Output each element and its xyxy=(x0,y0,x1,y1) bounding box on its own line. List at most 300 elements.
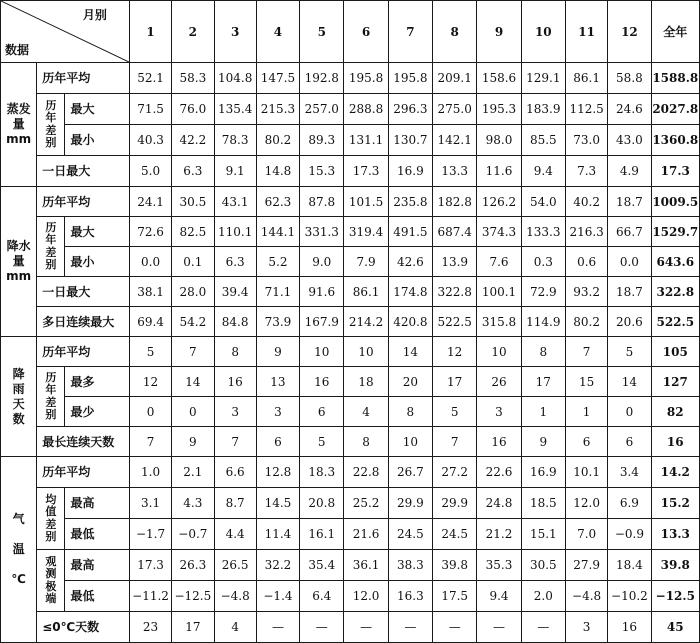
value-cell: 129.1 xyxy=(521,63,565,94)
value-cell: 5 xyxy=(608,337,651,367)
value-cell: 27.9 xyxy=(565,550,607,581)
value-cell: 16 xyxy=(214,367,256,397)
value-cell: 8.7 xyxy=(214,488,256,519)
value-cell: 6 xyxy=(256,427,299,457)
table-row xyxy=(1,125,700,156)
value-cell: 6.3 xyxy=(214,247,256,277)
value-cell: 16 xyxy=(608,612,651,643)
value-cell: — xyxy=(521,612,565,643)
value-cell: 18 xyxy=(344,367,388,397)
row-label: 一日最大 xyxy=(37,277,130,307)
value-cell: 93.2 xyxy=(565,277,607,307)
value-cell: 195.8 xyxy=(344,63,388,94)
value-cell: 13.9 xyxy=(433,247,477,277)
row-label: ≤0℃天数 xyxy=(37,612,130,643)
annual-value-cell: 1009.5 xyxy=(651,187,699,217)
value-cell: 12.8 xyxy=(256,457,299,488)
value-cell: 7 xyxy=(214,427,256,457)
value-cell: 29.9 xyxy=(433,488,477,519)
value-cell: 4.4 xyxy=(214,519,256,550)
annual-value-cell: 15.2 xyxy=(651,488,699,519)
value-cell: −11.2 xyxy=(129,581,171,612)
value-cell: 26.5 xyxy=(214,550,256,581)
annual-value-cell: 522.5 xyxy=(651,307,699,337)
value-cell: 6.6 xyxy=(214,457,256,488)
value-cell: 16.3 xyxy=(388,581,432,612)
row-label: 历年平均 xyxy=(37,187,130,217)
subgroup-label: 均 值 差 别 xyxy=(37,488,65,550)
value-cell: 9 xyxy=(172,427,214,457)
value-cell: 110.1 xyxy=(214,217,256,247)
value-cell: 315.8 xyxy=(477,307,521,337)
data-axis-label: 数据 xyxy=(5,43,30,57)
value-cell: 18.3 xyxy=(300,457,344,488)
value-cell: 21.2 xyxy=(477,519,521,550)
value-cell: 66.7 xyxy=(608,217,651,247)
annual-value-cell: 127 xyxy=(651,367,699,397)
category-cell: 降 雨 天 数 xyxy=(1,337,37,457)
value-cell: 17 xyxy=(521,367,565,397)
value-cell: 85.5 xyxy=(521,125,565,156)
value-cell: 23 xyxy=(129,612,171,643)
row-label: 最高 xyxy=(65,488,129,519)
value-cell: 215.3 xyxy=(256,94,299,125)
value-cell: 275.0 xyxy=(433,94,477,125)
value-cell: 7.6 xyxy=(477,247,521,277)
value-cell: 100.1 xyxy=(477,277,521,307)
value-cell: 2.0 xyxy=(521,581,565,612)
value-cell: 18.7 xyxy=(608,187,651,217)
value-cell: 10 xyxy=(388,427,432,457)
value-cell: 8 xyxy=(388,397,432,427)
table-row xyxy=(1,457,700,488)
value-cell: 17.3 xyxy=(129,550,171,581)
month-header: 1 xyxy=(129,1,171,63)
value-cell: 235.8 xyxy=(388,187,432,217)
value-cell: 13 xyxy=(256,367,299,397)
value-cell: 28.0 xyxy=(172,277,214,307)
month-header: 7 xyxy=(388,1,432,63)
value-cell: 15.1 xyxy=(521,519,565,550)
value-cell: 21.6 xyxy=(344,519,388,550)
value-cell: 182.8 xyxy=(433,187,477,217)
value-cell: 54.0 xyxy=(521,187,565,217)
value-cell: 18.5 xyxy=(521,488,565,519)
row-label: 最多 xyxy=(65,367,129,397)
value-cell: 71.1 xyxy=(256,277,299,307)
value-cell: — xyxy=(344,612,388,643)
value-cell: 4 xyxy=(344,397,388,427)
row-label: 一日最大 xyxy=(37,156,130,187)
subgroup-label: 历 年 差 别 xyxy=(37,94,65,156)
annual-value-cell: 1360.8 xyxy=(651,125,699,156)
value-cell: 12 xyxy=(129,367,171,397)
value-cell: 6 xyxy=(608,427,651,457)
value-cell: 18.7 xyxy=(608,277,651,307)
value-cell: 9.4 xyxy=(521,156,565,187)
value-cell: 22.6 xyxy=(477,457,521,488)
value-cell: 9 xyxy=(256,337,299,367)
table-row xyxy=(1,519,700,550)
value-cell: — xyxy=(256,612,299,643)
value-cell: 16.9 xyxy=(521,457,565,488)
table-row xyxy=(1,550,700,581)
value-cell: 7 xyxy=(565,337,607,367)
value-cell: 3.4 xyxy=(608,457,651,488)
value-cell: 35.3 xyxy=(477,550,521,581)
value-cell: 11.4 xyxy=(256,519,299,550)
row-label: 最小 xyxy=(65,247,129,277)
value-cell: 0.0 xyxy=(608,247,651,277)
value-cell: 9.1 xyxy=(214,156,256,187)
value-cell: 144.1 xyxy=(256,217,299,247)
value-cell: 29.9 xyxy=(388,488,432,519)
value-cell: 6 xyxy=(300,397,344,427)
category-cell: 蒸发量 mm xyxy=(1,63,37,187)
value-cell: 25.2 xyxy=(344,488,388,519)
value-cell: 15 xyxy=(565,367,607,397)
table-row xyxy=(1,337,700,367)
value-cell: 43.0 xyxy=(608,125,651,156)
value-cell: 1.0 xyxy=(129,457,171,488)
category-cell: 气 温 ℃ xyxy=(1,457,37,643)
value-cell: 26.7 xyxy=(388,457,432,488)
value-cell: 0 xyxy=(608,397,651,427)
value-cell: 17.5 xyxy=(433,581,477,612)
value-cell: 42.2 xyxy=(172,125,214,156)
table-row xyxy=(1,217,700,247)
table-row xyxy=(1,581,700,612)
value-cell: 12.0 xyxy=(344,581,388,612)
subgroup-label: 历 年 差 别 xyxy=(37,217,65,277)
annual-value-cell: 17.3 xyxy=(651,156,699,187)
value-cell: 0.6 xyxy=(565,247,607,277)
value-cell: 3.1 xyxy=(129,488,171,519)
value-cell: 54.2 xyxy=(172,307,214,337)
value-cell: 24.6 xyxy=(608,94,651,125)
value-cell: 374.3 xyxy=(477,217,521,247)
value-cell: 72.6 xyxy=(129,217,171,247)
annual-value-cell: 322.8 xyxy=(651,277,699,307)
row-label: 最小 xyxy=(65,125,129,156)
value-cell: 209.1 xyxy=(433,63,477,94)
value-cell: 20 xyxy=(388,367,432,397)
month-header: 12 xyxy=(608,1,651,63)
row-label: 多日连续最大 xyxy=(37,307,130,337)
month-header: 5 xyxy=(300,1,344,63)
row-label: 最大 xyxy=(65,217,129,247)
value-cell: 11.6 xyxy=(477,156,521,187)
value-cell: 73.0 xyxy=(565,125,607,156)
month-header: 9 xyxy=(477,1,521,63)
value-cell: 16.9 xyxy=(388,156,432,187)
table-row xyxy=(1,367,700,397)
value-cell: 4.9 xyxy=(608,156,651,187)
value-cell: 58.3 xyxy=(172,63,214,94)
row-label: 最大 xyxy=(65,94,129,125)
annual-value-cell: −12.5 xyxy=(651,581,699,612)
value-cell: 26.3 xyxy=(172,550,214,581)
annual-value-cell: 45 xyxy=(651,612,699,643)
table-row xyxy=(1,307,700,337)
value-cell: −1.4 xyxy=(256,581,299,612)
value-cell: 98.0 xyxy=(477,125,521,156)
value-cell: 10 xyxy=(300,337,344,367)
value-cell: 6.9 xyxy=(608,488,651,519)
month-header: 8 xyxy=(433,1,477,63)
value-cell: 7.3 xyxy=(565,156,607,187)
value-cell: 73.9 xyxy=(256,307,299,337)
value-cell: 7 xyxy=(129,427,171,457)
value-cell: 130.7 xyxy=(388,125,432,156)
value-cell: 1 xyxy=(521,397,565,427)
value-cell: 5 xyxy=(433,397,477,427)
value-cell: 52.1 xyxy=(129,63,171,94)
value-cell: 76.0 xyxy=(172,94,214,125)
value-cell: 133.3 xyxy=(521,217,565,247)
value-cell: 14 xyxy=(608,367,651,397)
value-cell: 10.1 xyxy=(565,457,607,488)
value-cell: 62.3 xyxy=(256,187,299,217)
value-cell: 91.6 xyxy=(300,277,344,307)
month-header: 3 xyxy=(214,1,256,63)
table-row xyxy=(1,427,700,457)
annual-value-cell: 643.6 xyxy=(651,247,699,277)
value-cell: 12.0 xyxy=(565,488,607,519)
value-cell: −4.8 xyxy=(214,581,256,612)
value-cell: 26 xyxy=(477,367,521,397)
value-cell: 3 xyxy=(256,397,299,427)
value-cell: 18.4 xyxy=(608,550,651,581)
value-cell: 214.2 xyxy=(344,307,388,337)
value-cell: 24.8 xyxy=(477,488,521,519)
month-header: 11 xyxy=(565,1,607,63)
value-cell: — xyxy=(477,612,521,643)
month-header: 2 xyxy=(172,1,214,63)
value-cell: 16.1 xyxy=(300,519,344,550)
value-cell: 10 xyxy=(477,337,521,367)
value-cell: 22.8 xyxy=(344,457,388,488)
value-cell: 20.8 xyxy=(300,488,344,519)
value-cell: 43.1 xyxy=(214,187,256,217)
value-cell: 3 xyxy=(214,397,256,427)
value-cell: −4.8 xyxy=(565,581,607,612)
value-cell: — xyxy=(300,612,344,643)
value-cell: 20.6 xyxy=(608,307,651,337)
value-cell: 3 xyxy=(565,612,607,643)
annual-value-cell: 16 xyxy=(651,427,699,457)
value-cell: 192.8 xyxy=(300,63,344,94)
value-cell: 24.5 xyxy=(388,519,432,550)
value-cell: 2.1 xyxy=(172,457,214,488)
value-cell: 86.1 xyxy=(344,277,388,307)
value-cell: 331.3 xyxy=(300,217,344,247)
value-cell: 420.8 xyxy=(388,307,432,337)
month-header: 6 xyxy=(344,1,388,63)
value-cell: 522.5 xyxy=(433,307,477,337)
value-cell: 84.8 xyxy=(214,307,256,337)
row-label: 历年平均 xyxy=(37,337,130,367)
value-cell: 6.4 xyxy=(300,581,344,612)
value-cell: 7.9 xyxy=(344,247,388,277)
value-cell: 131.1 xyxy=(344,125,388,156)
value-cell: 104.8 xyxy=(214,63,256,94)
annual-value-cell: 1588.8 xyxy=(651,63,699,94)
value-cell: 87.8 xyxy=(300,187,344,217)
value-cell: — xyxy=(388,612,432,643)
value-cell: 39.4 xyxy=(214,277,256,307)
value-cell: — xyxy=(433,612,477,643)
value-cell: 687.4 xyxy=(433,217,477,247)
table-row xyxy=(1,397,700,427)
row-label: 最低 xyxy=(65,581,129,612)
value-cell: 38.3 xyxy=(388,550,432,581)
value-cell: 296.3 xyxy=(388,94,432,125)
value-cell: 491.5 xyxy=(388,217,432,247)
value-cell: 30.5 xyxy=(172,187,214,217)
annual-value-cell: 2027.8 xyxy=(651,94,699,125)
value-cell: 80.2 xyxy=(256,125,299,156)
value-cell: 8 xyxy=(214,337,256,367)
value-cell: 0.3 xyxy=(521,247,565,277)
value-cell: 72.9 xyxy=(521,277,565,307)
value-cell: 17 xyxy=(433,367,477,397)
value-cell: 14.5 xyxy=(256,488,299,519)
annual-value-cell: 105 xyxy=(651,337,699,367)
value-cell: 35.4 xyxy=(300,550,344,581)
value-cell: 5 xyxy=(300,427,344,457)
annual-value-cell: 14.2 xyxy=(651,457,699,488)
value-cell: 9.4 xyxy=(477,581,521,612)
value-cell: 0 xyxy=(129,397,171,427)
value-cell: 14 xyxy=(388,337,432,367)
value-cell: 174.8 xyxy=(388,277,432,307)
value-cell: 10 xyxy=(344,337,388,367)
table-row xyxy=(1,247,700,277)
category-cell: 降水量 mm xyxy=(1,187,37,337)
value-cell: 126.2 xyxy=(477,187,521,217)
value-cell: −0.9 xyxy=(608,519,651,550)
annual-value-cell: 1529.7 xyxy=(651,217,699,247)
value-cell: 0 xyxy=(172,397,214,427)
row-label: 最少 xyxy=(65,397,129,427)
value-cell: 167.9 xyxy=(300,307,344,337)
value-cell: 216.3 xyxy=(565,217,607,247)
value-cell: 112.5 xyxy=(565,94,607,125)
corner-header-cell xyxy=(1,1,130,63)
month-header: 4 xyxy=(256,1,299,63)
value-cell: 12 xyxy=(433,337,477,367)
value-cell: 14 xyxy=(172,367,214,397)
value-cell: 9 xyxy=(521,427,565,457)
value-cell: 4 xyxy=(214,612,256,643)
value-cell: 101.5 xyxy=(344,187,388,217)
month-header: 10 xyxy=(521,1,565,63)
value-cell: 1 xyxy=(565,397,607,427)
subgroup-label: 历 年 差 别 xyxy=(37,367,65,427)
month-axis-label: 月别 xyxy=(82,8,107,22)
value-cell: 58.8 xyxy=(608,63,651,94)
value-cell: −0.7 xyxy=(172,519,214,550)
value-cell: 147.5 xyxy=(256,63,299,94)
value-cell: 86.1 xyxy=(565,63,607,94)
value-cell: 14.8 xyxy=(256,156,299,187)
value-cell: −10.2 xyxy=(608,581,651,612)
table-row xyxy=(1,187,700,217)
value-cell: 114.9 xyxy=(521,307,565,337)
value-cell: 78.3 xyxy=(214,125,256,156)
table-row xyxy=(1,277,700,307)
row-label: 历年平均 xyxy=(37,457,130,488)
table-row xyxy=(1,94,700,125)
value-cell: 183.9 xyxy=(521,94,565,125)
value-cell: 195.3 xyxy=(477,94,521,125)
value-cell: 319.4 xyxy=(344,217,388,247)
value-cell: 16 xyxy=(477,427,521,457)
value-cell: 257.0 xyxy=(300,94,344,125)
table-row xyxy=(1,156,700,187)
value-cell: 0.0 xyxy=(129,247,171,277)
table-row xyxy=(1,63,700,94)
value-cell: 27.2 xyxy=(433,457,477,488)
value-cell: 24.1 xyxy=(129,187,171,217)
row-label: 最低 xyxy=(65,519,129,550)
value-cell: 5.2 xyxy=(256,247,299,277)
value-cell: 36.1 xyxy=(344,550,388,581)
value-cell: 38.1 xyxy=(129,277,171,307)
annual-value-cell: 13.3 xyxy=(651,519,699,550)
value-cell: 7.0 xyxy=(565,519,607,550)
value-cell: 5.0 xyxy=(129,156,171,187)
annual-value-cell: 82 xyxy=(651,397,699,427)
annual-value-cell: 39.8 xyxy=(651,550,699,581)
value-cell: 6.3 xyxy=(172,156,214,187)
value-cell: 8 xyxy=(521,337,565,367)
value-cell: 40.2 xyxy=(565,187,607,217)
value-cell: 7 xyxy=(433,427,477,457)
row-label: 最长连续天数 xyxy=(37,427,130,457)
value-cell: 39.8 xyxy=(433,550,477,581)
value-cell: 0.1 xyxy=(172,247,214,277)
header-row xyxy=(1,1,700,63)
value-cell: 32.2 xyxy=(256,550,299,581)
value-cell: 15.3 xyxy=(300,156,344,187)
value-cell: 89.3 xyxy=(300,125,344,156)
value-cell: 24.5 xyxy=(433,519,477,550)
value-cell: 195.8 xyxy=(388,63,432,94)
value-cell: 3 xyxy=(477,397,521,427)
value-cell: 158.6 xyxy=(477,63,521,94)
value-cell: 13.3 xyxy=(433,156,477,187)
value-cell: 288.8 xyxy=(344,94,388,125)
value-cell: 322.8 xyxy=(433,277,477,307)
value-cell: 80.2 xyxy=(565,307,607,337)
value-cell: 142.1 xyxy=(433,125,477,156)
value-cell: 4.3 xyxy=(172,488,214,519)
value-cell: 7 xyxy=(172,337,214,367)
value-cell: 5 xyxy=(129,337,171,367)
subgroup-label: 观 测 极 端 xyxy=(37,550,65,612)
value-cell: 69.4 xyxy=(129,307,171,337)
value-cell: 40.3 xyxy=(129,125,171,156)
value-cell: 42.6 xyxy=(388,247,432,277)
value-cell: −1.7 xyxy=(129,519,171,550)
annual-header: 全年 xyxy=(651,1,699,63)
value-cell: 82.5 xyxy=(172,217,214,247)
row-label: 最高 xyxy=(65,550,129,581)
value-cell: 17.3 xyxy=(344,156,388,187)
value-cell: 8 xyxy=(344,427,388,457)
